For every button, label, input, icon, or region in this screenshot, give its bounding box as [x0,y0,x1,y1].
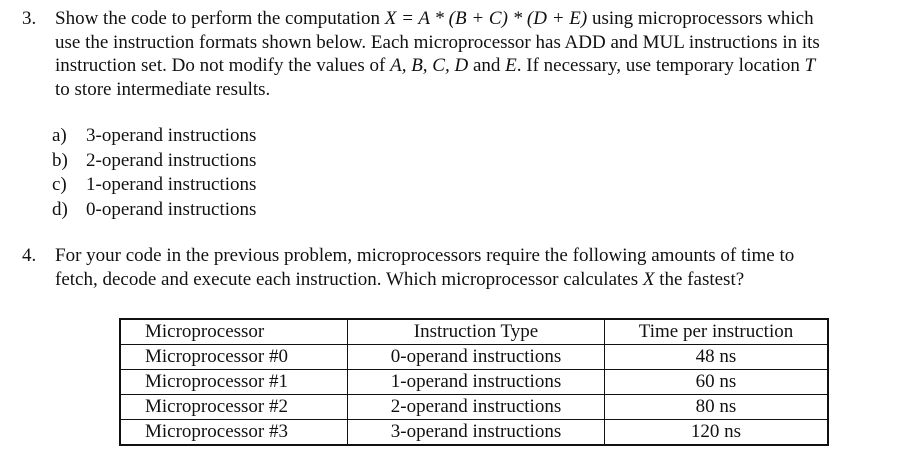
option-c-text: 1-operand instructions [86,174,257,195]
problem-3-line3-mid2: . If necessary, use temporary location [516,55,805,76]
cell-microprocessor: Microprocessor #2 [120,395,348,420]
problem-3-number: 3. [22,8,37,29]
problem-3-line2: use the instruction formats shown below. Each microprocessor has ADD and MUL instructions in its [55,31,820,53]
option-a [52,124,256,149]
problem-3-line1-post: using microprocessors which [587,8,814,29]
problem-3-line3-mid: and [468,55,506,76]
problem-3-var-e: E [505,55,517,76]
header-time-per-instruction: Time per instruction [605,319,829,345]
problem-4-number: 4. [22,245,37,266]
option-d-text: 0-operand instructions [86,198,257,220]
table-header-row [120,319,828,345]
option-d-label: d) [52,198,68,220]
option-d [52,198,256,223]
problem-4-text [55,244,897,291]
cell-instruction-type: 0-operand instructions [348,345,605,370]
cell-microprocessor: Microprocessor #0 [120,345,348,370]
problem-3-line1-pre: Show the code to perform the computation [55,8,385,29]
problem-4-line1: For your code in the previous problem, microprocessors require the following amounts of time to [55,245,795,266]
problem-3 [22,7,897,220]
cell-time: 48 ns [605,345,829,370]
problem-3-options [52,124,256,222]
problem-3-line4: to store intermediate results. [55,78,271,100]
table-row [120,395,828,420]
header-microprocessor: Microprocessor [120,319,348,345]
cell-time: 80 ns [605,395,829,420]
table-row [120,420,828,446]
problem-3-line3-pre: instruction set. Do not modify the values of [55,55,391,76]
problem-4 [22,244,897,291]
problem-3-var-t: T [804,55,816,76]
option-b-label: b) [52,149,68,171]
cell-time: 120 ns [605,420,829,446]
problem-4-line2-post: the fastest? [654,268,745,290]
header-instruction-type: Instruction Type [348,319,605,345]
problem-3-equation: X = A * (B + C) * (D + E) [384,8,588,29]
problem-3-text [55,7,897,101]
problem-3-vars: A, B, C, D [390,55,469,76]
option-c [52,173,256,198]
problem-4-var-x: X [642,268,655,290]
table-row [120,370,828,395]
option-b [52,149,256,174]
cell-microprocessor: Microprocessor #3 [120,420,348,446]
cell-instruction-type: 1-operand instructions [348,370,605,395]
cell-time: 60 ns [605,370,829,395]
table-row [120,345,828,370]
microprocessor-timing-table [119,318,829,446]
cell-microprocessor: Microprocessor #1 [120,370,348,395]
option-b-text: 2-operand instructions [86,149,257,171]
cell-instruction-type: 3-operand instructions [348,420,605,446]
option-a-label: a) [52,125,67,146]
option-a-text: 3-operand instructions [86,125,257,146]
option-c-label: c) [52,174,67,195]
problem-4-line2-pre: fetch, decode and execute each instruction. Which microprocessor calculates [55,268,643,290]
cell-instruction-type: 2-operand instructions [348,395,605,420]
